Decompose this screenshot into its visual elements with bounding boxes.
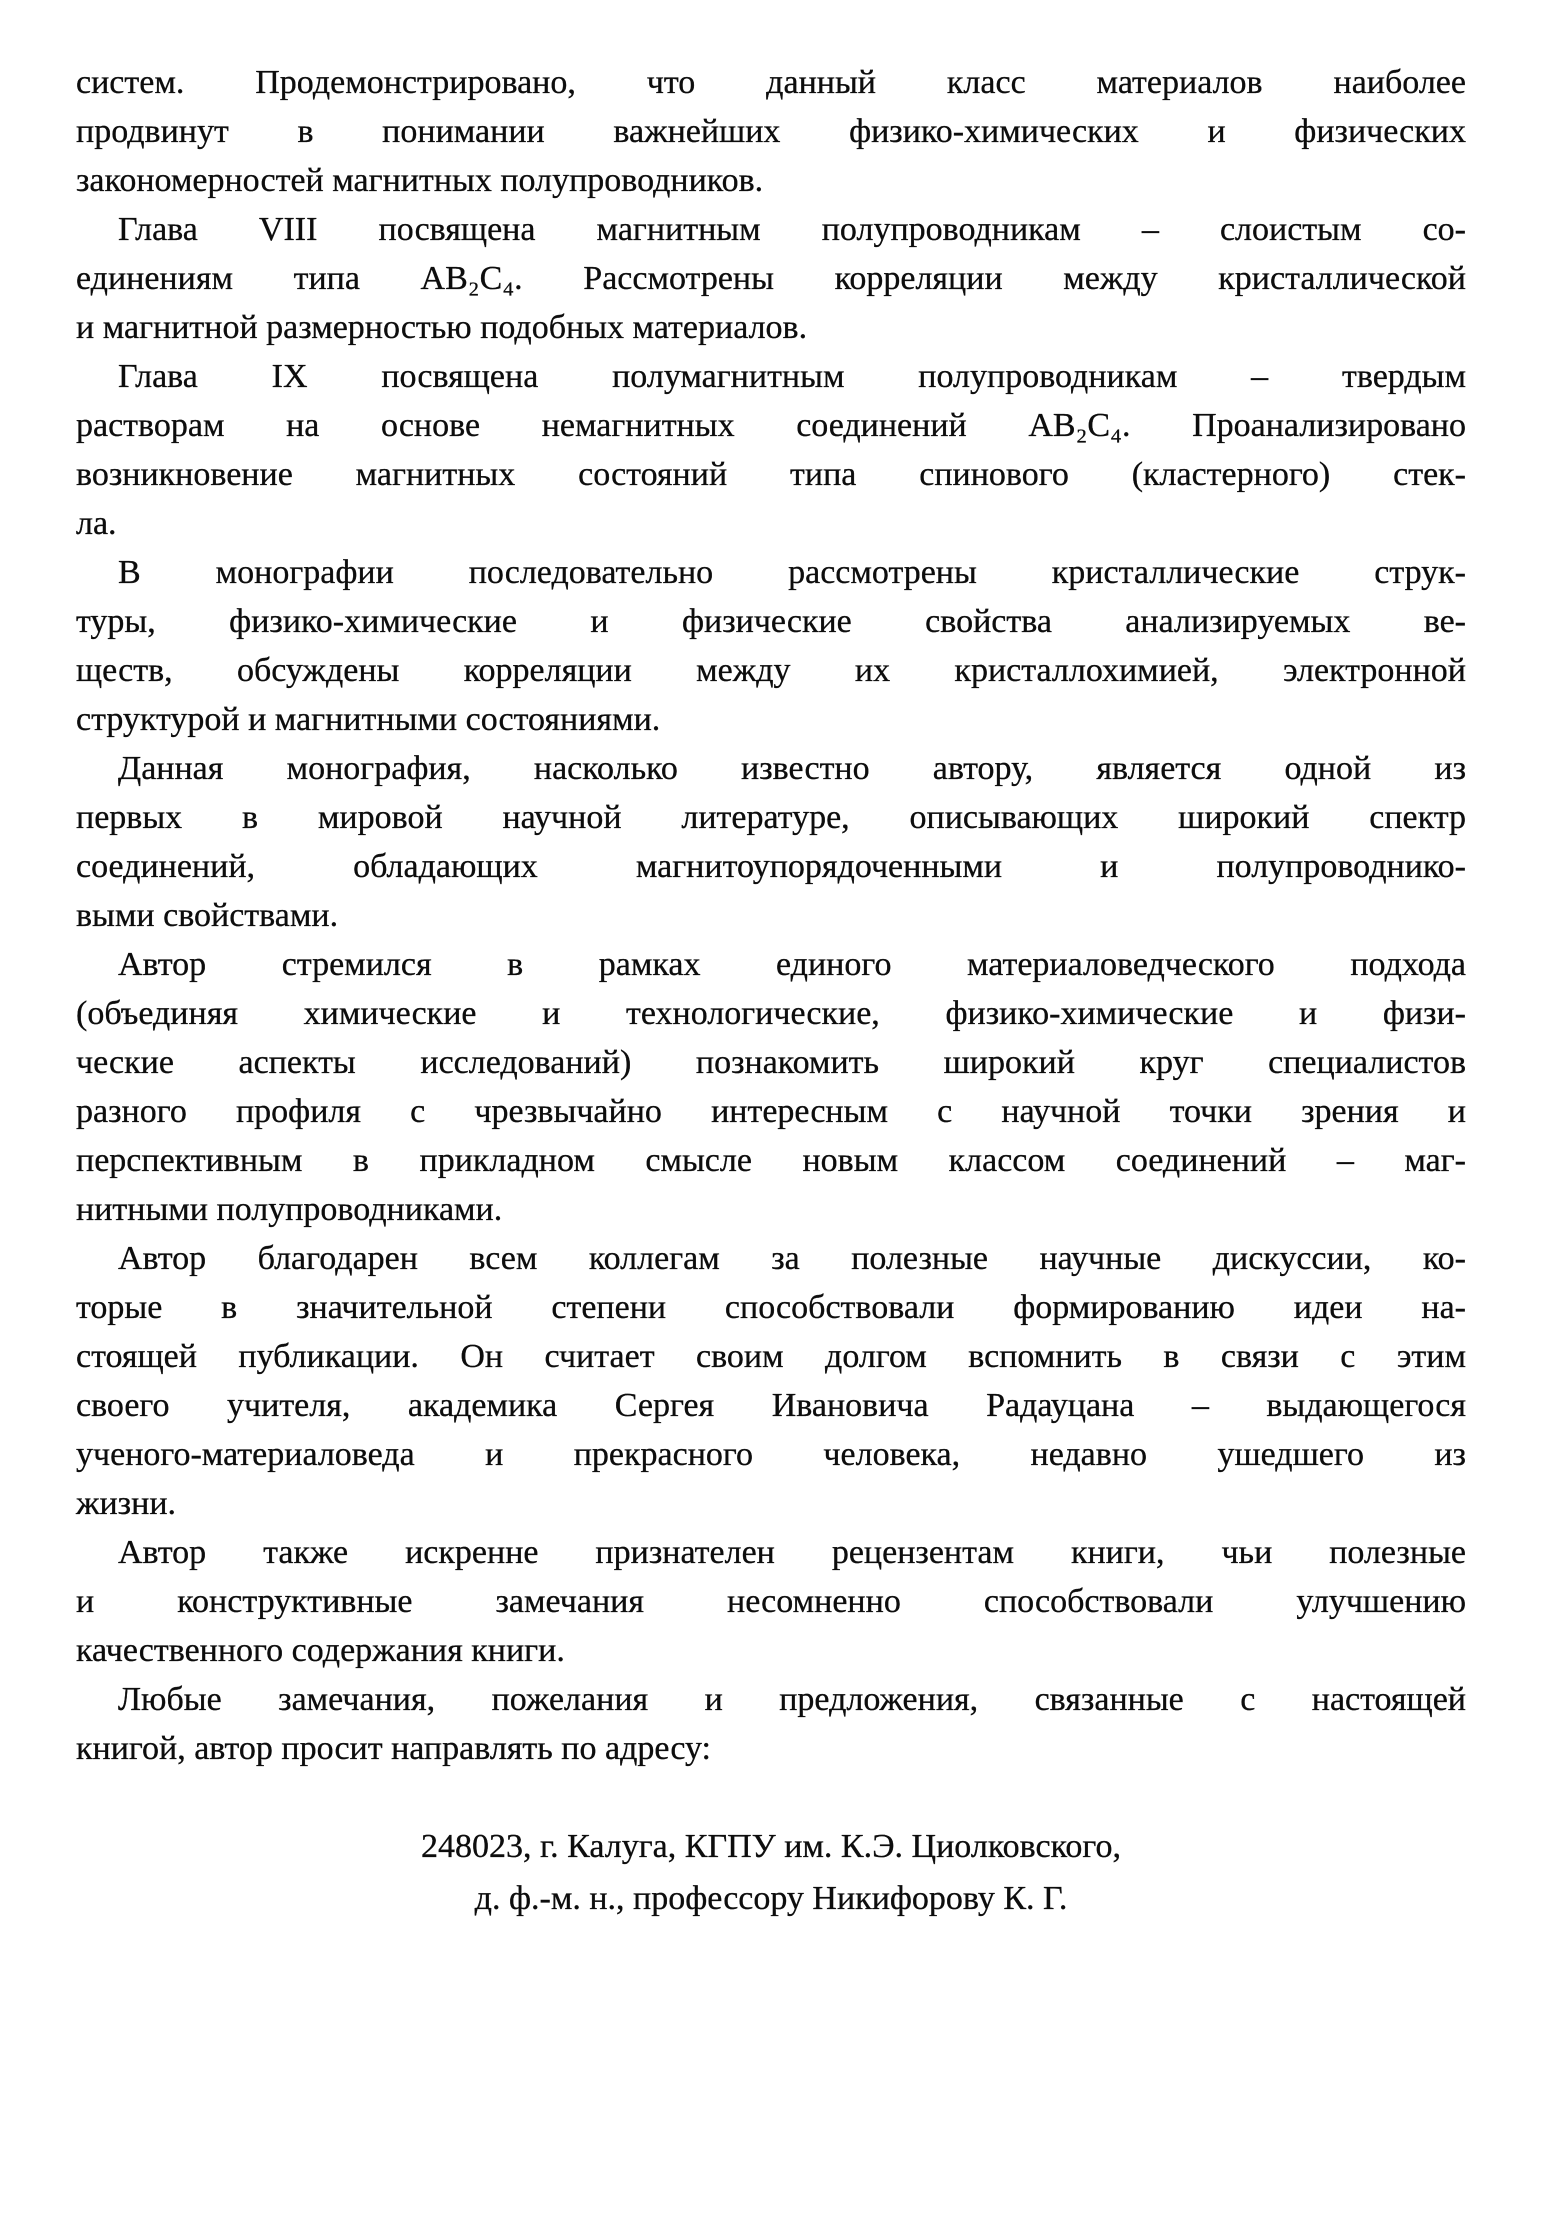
body-paragraphs [76, 58, 1466, 1773]
text-line: растворам на основе немагнитных соединений AB₂C₄. Проанализировано [76, 407, 1466, 444]
text-line: и магнитной размерностью подобных материалов. [76, 309, 808, 346]
text-line: книгой, автор просит направлять по адресу: [76, 1730, 711, 1767]
text-line: возникновение магнитных состояний типа спинового (кластерного) стек- [76, 456, 1466, 493]
text-line: Глава IX посвящена полумагнитным полупроводникам – твердым [118, 358, 1466, 395]
paragraph [76, 352, 1466, 548]
text-line: Глава VIII посвящена магнитным полупроводникам – слоистым со- [118, 211, 1466, 248]
paragraph [76, 58, 1466, 205]
text-line: и конструктивные замечания несомненно способствовали улучшению [76, 1583, 1466, 1620]
text-line: Данная монография, насколько известно автору, является одной из [118, 750, 1466, 787]
text-line: закономерностей магнитных полупроводников. [76, 162, 764, 199]
text-line: ческие аспекты исследований) познакомить широкий круг специалистов [76, 1044, 1466, 1081]
text-line: жизни. [76, 1485, 177, 1522]
text-line: единениям типа AB₂C₄. Рассмотрены корреляции между кристаллической [76, 260, 1466, 297]
text-line: ла. [76, 505, 117, 542]
text-line: первых в мировой научной литературе, описывающих широкий спектр [76, 799, 1466, 836]
paragraph [76, 1528, 1466, 1675]
text-line: выми свойствами. [76, 897, 339, 934]
paragraph [76, 1234, 1466, 1528]
paragraph [76, 1675, 1466, 1773]
text-line: Автор благодарен всем коллегам за полезные научные дискуссии, ко- [118, 1240, 1466, 1277]
text-line: соединений, обладающих магнитоупорядоченными и полупроводнико- [76, 848, 1466, 885]
text-line: продвинут в понимании важнейших физико-химических и физических [76, 113, 1466, 150]
text-line: своего учителя, академика Сергея Ивановича Радауцана – выдающегося [76, 1387, 1466, 1424]
text-line: туры, физико-химические и физические свойства анализируемых ве- [76, 603, 1466, 640]
text-line: ществ, обсуждены корреляции между их кристаллохимией, электронной [76, 652, 1466, 689]
address-block [76, 1821, 1466, 1925]
paragraph [76, 548, 1466, 744]
text-line: Автор стремился в рамках единого материаловедческого подхода [118, 946, 1466, 983]
text-line: (объединяя химические и технологические, физико-химические и физи- [76, 995, 1466, 1032]
text-line: перспективным в прикладном смысле новым классом соединений – маг- [76, 1142, 1466, 1179]
page-text [76, 58, 1466, 1925]
text-line: разного профиля с чрезвычайно интересным с научной точки зрения и [76, 1093, 1466, 1130]
text-line: В монографии последовательно рассмотрены кристаллические струк- [118, 554, 1466, 591]
text-line: Автор также искренне признателен рецензентам книги, чьи полезные [118, 1534, 1466, 1571]
address-line-1: 248023, г. Калуга, КГПУ им. К.Э. Циолковского, [421, 1828, 1121, 1865]
text-line: систем. Продемонстрировано, что данный класс материалов наиболее [76, 64, 1466, 101]
text-line: нитными полупроводниками. [76, 1191, 503, 1228]
paragraph [76, 940, 1466, 1234]
text-line: качественного содержания книги. [76, 1632, 565, 1669]
text-line: ученого-материаловеда и прекрасного человека, недавно ушедшего из [76, 1436, 1466, 1473]
paragraph [76, 205, 1466, 352]
paragraph [76, 744, 1466, 940]
text-line: структурой и магнитными состояниями. [76, 701, 661, 738]
text-line: стоящей публикации. Он считает своим долгом вспомнить в связи с этим [76, 1338, 1466, 1375]
text-line: Любые замечания, пожелания и предложения, связанные с настоящей [118, 1681, 1466, 1718]
text-line: торые в значительной степени способствовали формированию идеи на- [76, 1289, 1466, 1326]
address-line-2: д. ф.-м. н., профессору Никифорову К. Г. [474, 1880, 1068, 1917]
